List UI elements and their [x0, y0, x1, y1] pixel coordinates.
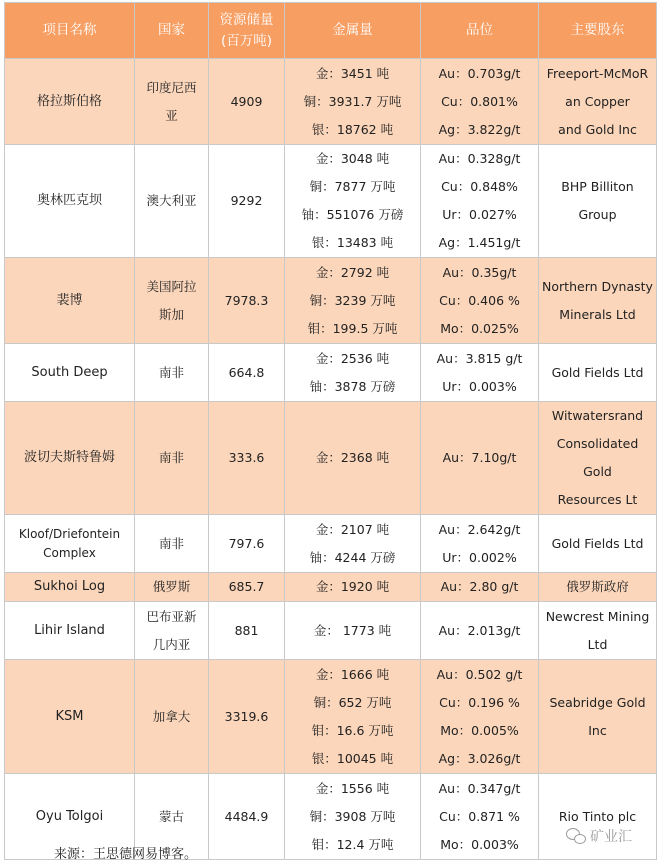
cell-name [5, 402, 135, 515]
cell-grade-line: Au：2.642g/t [438, 521, 521, 537]
cell-holder-line: and Gold Inc [558, 121, 637, 137]
cell-reserve: 333.6 [209, 402, 285, 515]
cell-grade-line: Ur：0.002% [442, 549, 517, 565]
cell-grade-line: Ur：0.003% [442, 378, 517, 394]
cell-grade-line: Ag：3.026g/t [438, 750, 521, 766]
mining-projects-table [4, 2, 657, 860]
cell-grade-line: Au：0.703g/t [438, 65, 521, 81]
cell-grade-line: Ag：3.822g/t [438, 121, 521, 137]
cell-metal-line: 金：1666 吨 [315, 666, 390, 682]
cell-grade-line: Au：0.502 g/t [436, 666, 523, 682]
cell-country-line: 蒙古 [158, 808, 184, 824]
header-holder: 主要股东 [539, 3, 657, 59]
cell-metal-line: 银：18762 吨 [311, 121, 394, 137]
cell-grade-line: Cu：0.196 % [439, 694, 520, 710]
cell-holder [539, 774, 657, 860]
cell-metal-line: 铜：652 万吨 [313, 694, 392, 710]
cell-holder-line: Freeport-McMoR [546, 65, 649, 81]
cell-holder [539, 344, 657, 402]
cell-grade-line: Cu：0.848% [441, 179, 518, 194]
cell-grade [421, 402, 539, 515]
cell-grade [421, 602, 539, 660]
cell-name-line: 裴博 [56, 292, 83, 308]
cell-holder-line: Witwatersrand [551, 408, 644, 423]
cell-metal-line: 铀：4244 万磅 [309, 549, 396, 565]
cell-grade-line: Cu：0.871 % [439, 808, 520, 824]
cell-metal-line: 金：2536 吨 [315, 350, 390, 366]
wechat-icon [566, 828, 586, 844]
cell-country-line: 俄罗斯 [152, 579, 191, 594]
cell-name-line: Sukhoi Log [33, 579, 106, 594]
header-reserve [209, 3, 285, 59]
cell-holder-line: Gold Fields Ltd [551, 535, 644, 551]
cell-metal-line: 铜：3931.7 万吨 [303, 93, 402, 109]
cell-grade [421, 515, 539, 573]
cell-grade-line: Au：0.347g/t [438, 780, 521, 796]
header-row [5, 3, 657, 59]
cell-metal [285, 602, 421, 660]
cell-metal [285, 774, 421, 860]
cell-country [135, 145, 209, 258]
cell-metal [285, 573, 421, 602]
cell-country-line: 巴布亚新 [146, 608, 197, 624]
cell-metal-line: 钼：16.6 万吨 [311, 722, 394, 738]
cell-grade [421, 344, 539, 402]
cell-country-line: 南非 [158, 364, 184, 380]
cell-reserve: 9292 [209, 145, 285, 258]
table-row [5, 258, 657, 344]
cell-holder-line: Seabridge Gold [549, 694, 646, 710]
cell-metal [285, 145, 421, 258]
cell-name [5, 660, 135, 774]
cell-holder-line: Group [578, 207, 617, 222]
cell-country-line: 斯加 [158, 306, 184, 322]
cell-grade [421, 573, 539, 602]
cell-metal-line: 铜：7877 万吨 [309, 179, 396, 194]
cell-grade-line: Au：7.10g/t [442, 450, 517, 465]
cell-reserve: 4484.9 [209, 774, 285, 860]
cell-reserve: 3319.6 [209, 660, 285, 774]
cell-holder-line: 俄罗斯政府 [566, 579, 629, 594]
cell-country-line: 南非 [158, 535, 184, 551]
cell-name-line: Oyu Tolgoi [35, 808, 104, 824]
cell-metal-line: 铀：551076 万磅 [301, 207, 404, 222]
cell-metal-line: 铜：3239 万吨 [309, 292, 396, 308]
cell-grade-line: Cu：0.406 % [439, 292, 520, 308]
source-note: 来源：王思德网易博客。 [54, 847, 198, 862]
cell-holder-line: Resources Lt [557, 492, 638, 507]
cell-country-line: 美国阿拉 [146, 278, 197, 294]
header-country: 国家 [135, 3, 209, 59]
cell-metal-line: 银：13483 吨 [311, 235, 394, 250]
cell-country-line: 印度尼西 [146, 79, 197, 95]
cell-name-line: South Deep [31, 364, 108, 380]
cell-metal-line: 金：2368 吨 [315, 450, 390, 465]
cell-grade-line: Au：0.328g/t [438, 151, 521, 166]
cell-metal-line: 金：2107 吨 [315, 521, 390, 537]
table-row [5, 515, 657, 573]
cell-country-line: 亚 [165, 107, 178, 123]
cell-grade [421, 258, 539, 344]
cell-country [135, 59, 209, 145]
cell-grade-line: Au：3.815 g/t [436, 350, 523, 366]
cell-metal-line: 金：2792 吨 [315, 264, 390, 280]
cell-metal [285, 515, 421, 573]
cell-reserve: 4909 [209, 59, 285, 145]
cell-name-line: 格拉斯伯格 [36, 93, 102, 109]
cell-grade-line: Au：0.35g/t [442, 264, 517, 280]
cell-reserve: 664.8 [209, 344, 285, 402]
cell-grade-line: Cu：0.801% [441, 93, 518, 109]
cell-holder-line: BHP Billiton [561, 179, 634, 194]
cell-country [135, 344, 209, 402]
cell-metal-line: 铜：3908 万吨 [309, 808, 396, 824]
cell-holder [539, 145, 657, 258]
cell-country [135, 402, 209, 515]
watermark [566, 826, 632, 846]
cell-country-line: 澳大利亚 [146, 193, 197, 208]
cell-name-line: Lihir Island [34, 622, 105, 638]
cell-metal-line: 金：1920 吨 [315, 579, 390, 594]
cell-grade-line: Mo：0.025% [440, 320, 519, 336]
cell-holder-line: an Copper [565, 93, 630, 109]
cell-holder-line: Newcrest Mining [545, 608, 650, 624]
cell-name [5, 573, 135, 602]
cell-holder-line: Northern Dynasty [542, 278, 653, 294]
table-row [5, 660, 657, 774]
cell-name [5, 344, 135, 402]
cell-country [135, 258, 209, 344]
cell-holder [539, 515, 657, 573]
table-row [5, 602, 657, 660]
header-reserve-line2: (百万吨) [220, 32, 273, 49]
cell-metal [285, 258, 421, 344]
cell-grade-line: Mo：0.003% [440, 836, 519, 852]
cell-name [5, 602, 135, 660]
table-row [5, 402, 657, 515]
cell-metal [285, 660, 421, 774]
cell-metal [285, 59, 421, 145]
cell-metal [285, 344, 421, 402]
cell-holder [539, 402, 657, 515]
table-row [5, 59, 657, 145]
cell-country-line: 加拿大 [152, 708, 191, 724]
cell-grade-line: Au：2.80 g/t [440, 579, 519, 594]
cell-name [5, 515, 135, 573]
cell-holder [539, 59, 657, 145]
cell-grade [421, 660, 539, 774]
cell-grade-line: Au：2.013g/t [438, 622, 521, 638]
cell-grade [421, 145, 539, 258]
cell-reserve: 7978.3 [209, 258, 285, 344]
cell-name-line: 波切夫斯特鲁姆 [23, 450, 115, 465]
table-row [5, 344, 657, 402]
cell-reserve: 797.6 [209, 515, 285, 573]
cell-metal-line: 金： 1773 吨 [313, 622, 392, 638]
cell-metal-line: 银：10045 吨 [311, 750, 394, 766]
cell-name-line: Kloof/Driefontein [18, 526, 121, 541]
header-project-name: 项目名称 [5, 3, 135, 59]
cell-holder [539, 602, 657, 660]
cell-country [135, 602, 209, 660]
cell-grade [421, 774, 539, 860]
cell-holder-line: Minerals Ltd [559, 306, 636, 322]
cell-grade-line: Mo：0.005% [440, 722, 519, 738]
cell-name [5, 145, 135, 258]
cell-name-line: Complex [43, 545, 96, 560]
cell-name-line: KSM [55, 708, 84, 724]
cell-holder-line: Rio Tinto plc [558, 808, 637, 824]
cell-name [5, 59, 135, 145]
cell-country-line: 南非 [158, 450, 184, 465]
cell-country [135, 515, 209, 573]
cell-holder [539, 660, 657, 774]
table-row [5, 145, 657, 258]
cell-grade-line: Ur：0.027% [442, 207, 517, 222]
cell-metal-line: 金：1556 吨 [315, 780, 390, 796]
cell-holder-line: Inc [588, 722, 607, 738]
cell-grade-line: Ag：1.451g/t [438, 235, 521, 250]
cell-grade [421, 59, 539, 145]
header-reserve-line1: 资源储量 [219, 11, 274, 28]
cell-country-line: 几内亚 [152, 636, 191, 652]
cell-name-line: 奥林匹克坝 [36, 193, 102, 208]
table-row [5, 573, 657, 602]
header-grade: 品位 [421, 3, 539, 59]
cell-metal-line: 金：3048 吨 [315, 151, 390, 166]
header-metal: 金属量 [285, 3, 421, 59]
cell-country [135, 660, 209, 774]
cell-reserve: 685.7 [209, 573, 285, 602]
cell-holder [539, 258, 657, 344]
cell-metal-line: 铀：3878 万磅 [309, 378, 396, 394]
cell-holder-line: Gold Fields Ltd [551, 364, 644, 380]
cell-metal-line: 钼：199.5 万吨 [307, 320, 398, 336]
cell-metal [285, 402, 421, 515]
watermark-text: 矿业汇 [590, 829, 632, 845]
cell-metal-line: 钼：12.4 万吨 [311, 836, 394, 852]
cell-holder [539, 573, 657, 602]
cell-country [135, 573, 209, 602]
cell-metal-line: 金：3451 吨 [315, 65, 390, 81]
cell-name [5, 258, 135, 344]
cell-reserve: 881 [209, 602, 285, 660]
cell-holder-line: Consolidated Gold [556, 436, 639, 479]
cell-holder-line: Ltd [587, 636, 608, 652]
